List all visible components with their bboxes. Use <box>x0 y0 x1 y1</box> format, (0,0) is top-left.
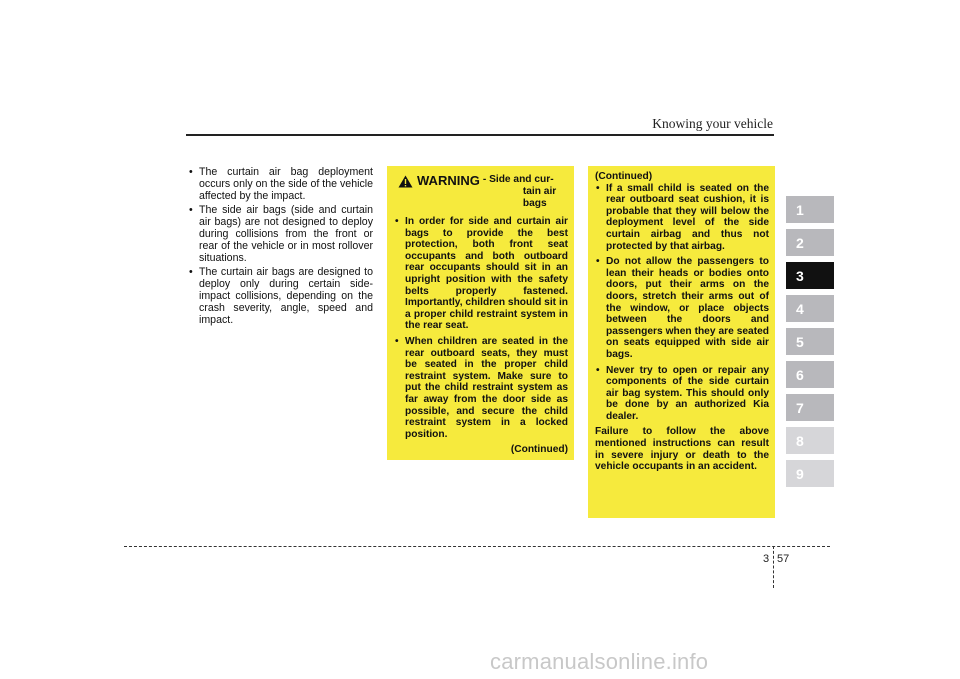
warning-triangle-icon <box>398 175 413 192</box>
list-item: • Do not allow the passengers to lean their heads or bodies onto doors, put their arms on the doors, stretch their arms out of the window, or place objects between the doors and passengers when they are seated on seats equipped with side air bags. <box>595 256 769 360</box>
warning-bullet-list <box>394 216 568 440</box>
continued-bullet-list <box>595 183 769 423</box>
warning-word: WARNING <box>417 173 480 188</box>
chapter-tab-4[interactable]: 4 <box>786 295 834 322</box>
list-item: • Never try to open or repair any components of the side curtain air bag system. This should only be done by an authorized Kia dealer. <box>595 365 769 423</box>
chapter-tab-1[interactable]: 1 <box>786 196 834 223</box>
header-rule <box>186 134 774 136</box>
warning-subtitle <box>483 174 568 210</box>
list-item: • The curtain air bag deployment occurs only on the side of the vehicle affected by the impact. <box>188 167 373 202</box>
page-divider <box>773 546 774 588</box>
chapter-tab-3[interactable]: 3 <box>786 262 834 289</box>
left-column <box>188 167 373 329</box>
warning-subtitle-line2: tain air bags <box>522 186 557 209</box>
warning-box <box>387 166 574 460</box>
warning-subtitle-line1: - Side and cur- <box>482 174 554 185</box>
chapter-tab-9[interactable]: 9 <box>786 460 834 487</box>
chapter-tabs <box>786 196 834 493</box>
list-item: • If a small child is seated on the rear outboard seat cushion, it is probable that they will below the deployment level of the side curtain airbag and thus not protected by that airbag. <box>595 183 769 253</box>
warning-header <box>394 174 568 210</box>
chapter-tab-8[interactable]: 8 <box>786 427 834 454</box>
watermark: carmanualsonline.info <box>490 649 709 674</box>
continued-footer: Failure to follow the above mentioned instructions can result in severe injury or death to the vehicle occupants in an accident. <box>595 426 769 473</box>
continued-label: (Continued) <box>510 444 568 456</box>
continued-heading: (Continued) <box>595 171 653 182</box>
footer-rule <box>124 546 830 547</box>
chapter-tab-6[interactable]: 6 <box>786 361 834 388</box>
left-bullet-list <box>188 167 373 326</box>
chapter-tab-2[interactable]: 2 <box>786 229 834 256</box>
header-title: Knowing your vehicle <box>652 116 773 131</box>
page-number: 57 <box>777 553 790 565</box>
page-chapter: 3 <box>763 553 770 565</box>
list-item: • In order for side and curtain air bags to provide the best protection, both front seat occupants and both outboard rear occupants should sit in an upright position with the safety belts properly fastened. Importantly, children should sit in a proper child restraint system in the rear seat. <box>394 216 568 332</box>
continued-warning-box <box>588 166 775 518</box>
list-item: • The curtain air bags are designed to deploy only during certain side-impact collisions, depending on the crash severity, angle, speed and impact. <box>188 267 373 326</box>
list-item: • The side air bags (side and curtain air bags) are not designed to deploy during collisions from the front or rear of the vehicle or in most rollover situations. <box>188 205 373 264</box>
chapter-tab-7[interactable]: 7 <box>786 394 834 421</box>
chapter-tab-5[interactable]: 5 <box>786 328 834 355</box>
list-item: • When children are seated in the rear outboard seats, they must be seated in the proper child restraint system. Make sure to put the child restraint system as far away from the door side as possible, and secure the child restraint system in a locked position. <box>394 336 568 440</box>
